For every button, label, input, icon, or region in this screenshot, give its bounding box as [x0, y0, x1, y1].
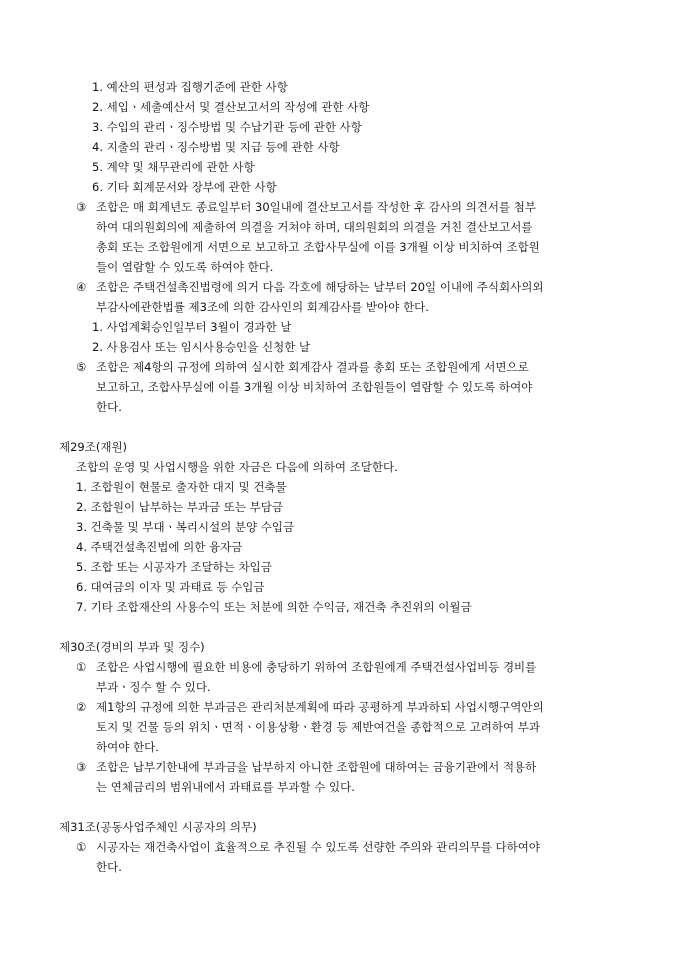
list-item: 2. 세입ㆍ세출예산서 및 결산보고서의 작성에 관한 사항	[92, 100, 370, 114]
paragraph-line: 들이 열람할 수 있도록 하여야 한다.	[96, 260, 274, 274]
paragraph-line: 는 연체금리의 범위내에서 과태료를 부과할 수 있다.	[96, 780, 355, 794]
paragraph-line: 조합은 주택건설촉진법령에 의거 다음 각호에 해당하는 날부터 20일 이내에 주식회사의외	[96, 280, 544, 294]
paragraph-line: 제1항의 규정에 의한 부과금은 관리처분계획에 따라 공평하게 부과하되 사업시행구역안의	[96, 700, 544, 714]
list-item: 2. 조합원이 납부하는 부과금 또는 부담금	[76, 500, 283, 514]
list-item: 5. 조합 또는 시공자가 조달하는 차입금	[76, 560, 272, 574]
list-item: 4. 지출의 관리ㆍ징수방법 및 지급 등에 관한 사항	[92, 140, 340, 154]
paragraph-line: 총회 또는 조합원에게 서면으로 보고하고 조합사무실에 이를 3개월 이상 비치하여 조합원	[96, 240, 540, 254]
list-item: 3. 건축물 및 부대ㆍ복리시설의 분양 수입금	[76, 520, 295, 534]
list-item: 6. 대여금의 이자 및 과태료 등 수입금	[76, 580, 265, 594]
paragraph-marker: ③	[76, 760, 87, 774]
paragraph-marker: ①	[76, 660, 87, 674]
paragraph-marker: ②	[76, 700, 87, 714]
paragraph-marker: ⑤	[76, 360, 87, 374]
list-item: 6. 기타 회계문서와 장부에 관한 사항	[92, 180, 277, 194]
list-item: 1. 예산의 편성과 집행기준에 관한 사항	[92, 80, 288, 94]
list-item: 2. 사용검사 또는 임시사용승인을 신청한 날	[92, 340, 311, 354]
list-item: 5. 계약 및 채무관리에 관한 사항	[92, 160, 255, 174]
paragraph-line: 하여야 한다.	[96, 740, 159, 754]
paragraph-line: 한다.	[96, 860, 122, 874]
paragraph-marker: ③	[76, 200, 87, 214]
paragraph-marker: ①	[76, 840, 87, 854]
paragraph-line: 조합은 사업시행에 필요한 비용에 충당하기 위하여 조합원에게 주택건설사업비등 경비를	[96, 660, 537, 674]
article-title: 제31조(공동사업주체인 시공자의 의무)	[59, 820, 257, 834]
article-intro: 조합의 운영 및 사업시행을 위한 자금은 다음에 의하여 조달한다.	[76, 460, 398, 474]
paragraph-line: 조합은 매 회계년도 종료일부터 30일내에 결산보고서를 작성한 후 감사의 의견서를 첨부	[96, 200, 536, 214]
paragraph-line: 토지 및 건물 등의 위치ㆍ면적ㆍ이용상황ㆍ환경 등 제반여건을 종합적으로 고려하여 부과	[96, 720, 540, 734]
paragraph-line: 조합은 제4항의 규정에 의하여 실시한 회계감사 결과를 총회 또는 조합원에게 서면으로	[96, 360, 529, 374]
list-item: 3. 수입의 관리ㆍ징수방법 및 수납기관 등에 관한 사항	[92, 120, 362, 134]
paragraph-line: 하여 대의원회의에 제출하여 의결을 거쳐야 하며, 대의원회의 의결을 거친 결산보고서를	[96, 220, 533, 234]
paragraph-line: 부감사에관한법률 제3조에 의한 감사인의 회계감사를 받아야 한다.	[96, 300, 429, 314]
article-title: 제30조(경비의 부과 및 징수)	[59, 640, 205, 654]
article-title: 제29조(재원)	[59, 440, 128, 454]
list-item: 1. 사업계획승인일부터 3월이 경과한 날	[92, 320, 292, 334]
paragraph-line: 조합은 납부기한내에 부과금을 납부하지 아니한 조합원에 대하여는 금융기관에서 적용하	[96, 760, 537, 774]
paragraph-marker: ④	[76, 280, 87, 294]
paragraph-line: 부과ㆍ징수 할 수 있다.	[96, 680, 211, 694]
list-item: 1. 조합원이 현물로 출자한 대지 및 건축물	[76, 480, 287, 494]
paragraph-line: 한다.	[96, 400, 122, 414]
list-item: 4. 주택건설촉진법에 의한 융자금	[76, 540, 243, 554]
list-item: 7. 기타 조합재산의 사용수익 또는 처분에 의한 수익금, 재건축 추진위의 이월금	[76, 600, 472, 614]
paragraph-line: 시공자는 재건축사업이 효율적으로 추진될 수 있도록 선량한 주의와 관리의무를 다하여야	[96, 840, 540, 854]
paragraph-line: 보고하고, 조합사무실에 이를 3개월 이상 비치하여 조합원들이 열람할 수 있도록 하여야	[96, 380, 533, 394]
